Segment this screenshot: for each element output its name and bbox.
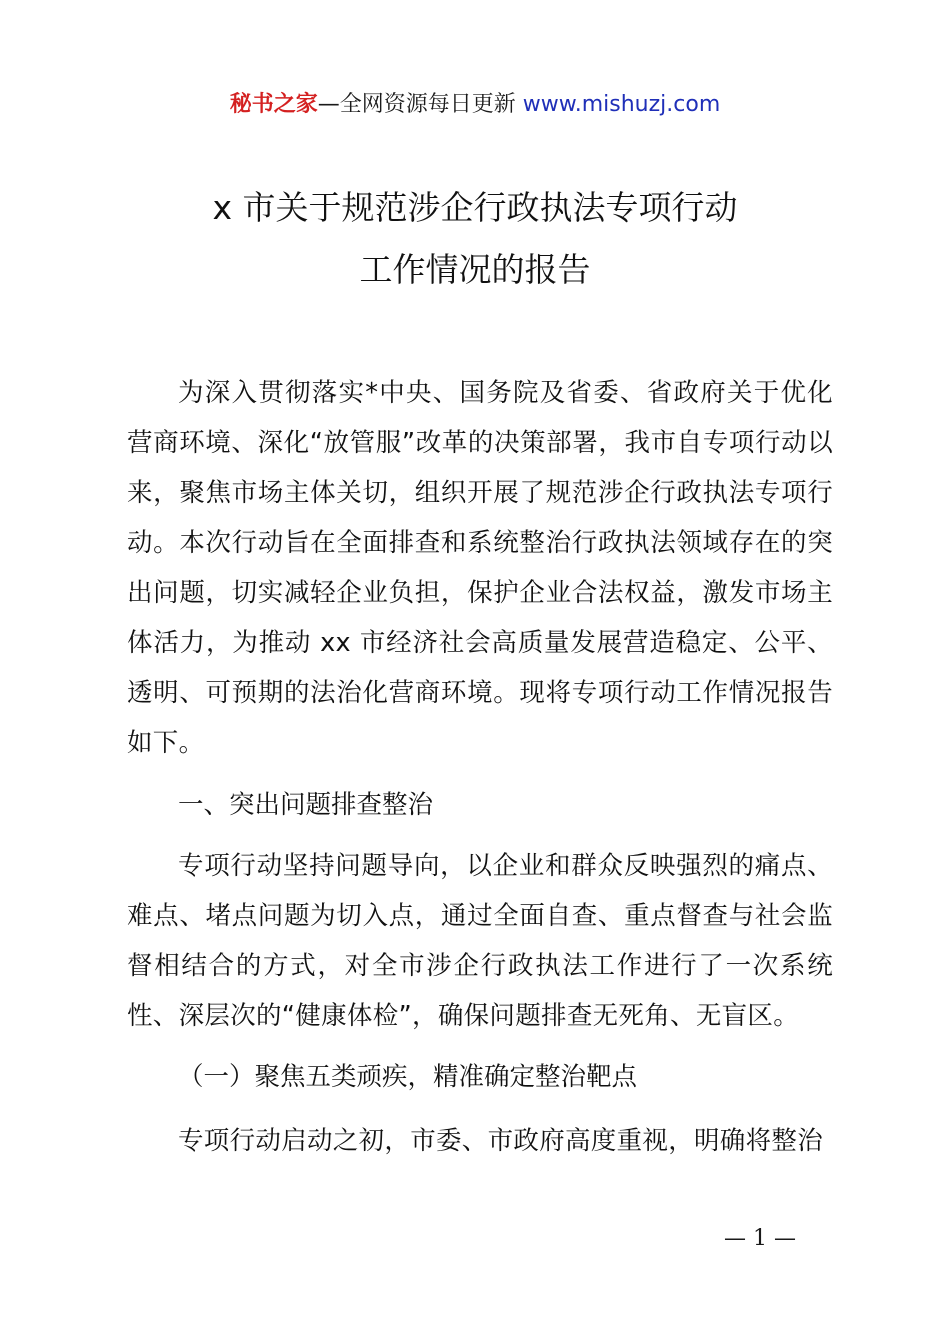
page-number: — 1 —	[724, 1226, 796, 1251]
subsection-heading: （一）聚焦五类顽疾，精准确定整治靶点	[178, 1062, 638, 1092]
site-url-link[interactable]: www.mishuzj.com	[522, 92, 721, 117]
document-title-line-2: 工作情况的报告	[359, 250, 591, 289]
site-header	[0, 88, 950, 122]
site-brand: 秘书之家	[229, 92, 318, 117]
body-paragraph: 为深入贯彻落实*中央、国务院及省委、省政府关于优化营商环境、深化“放管服”改革的决策部署，我市自专项行动以来，聚焦市场主体关切，组织开展了规范涉企行政执法专项行动。本次行动旨在全面排查和系统整治行政执法领域存在的突出问题，切实减轻企业负担，保护企业合法权益，激发市场主体活力，为推动 xx 市经济社会高质量发展营造稳定、公平、透明、可预期的法治化营商环境。现将专项行动工作情况报告如下。	[127, 378, 833, 758]
body-paragraph: 专项行动启动之初，市委、市政府高度重视，明确将整治	[178, 1126, 824, 1156]
section-heading: 一、突出问题排查整治	[178, 790, 434, 820]
section-heading-container	[127, 780, 833, 830]
body-paragraph-2-container	[127, 841, 833, 1041]
body-paragraph-3-container	[127, 1116, 833, 1166]
body-paragraph: 专项行动坚持问题导向，以企业和群众反映强烈的痛点、难点、堵点问题为切入点，通过全面自查、重点督查与社会监督相结合的方式，对全市涉企行政执法工作进行了一次系统性、深层次的“健康体检”，确保问题排查无死角、无盲区。	[127, 851, 833, 1031]
site-tagline: —全网资源每日更新	[317, 92, 523, 117]
subsection-heading-container	[127, 1052, 833, 1102]
body-paragraph-1-container	[127, 368, 833, 768]
document-title-line-1: x 市关于规范涉企行政执法专项行动	[212, 188, 738, 227]
